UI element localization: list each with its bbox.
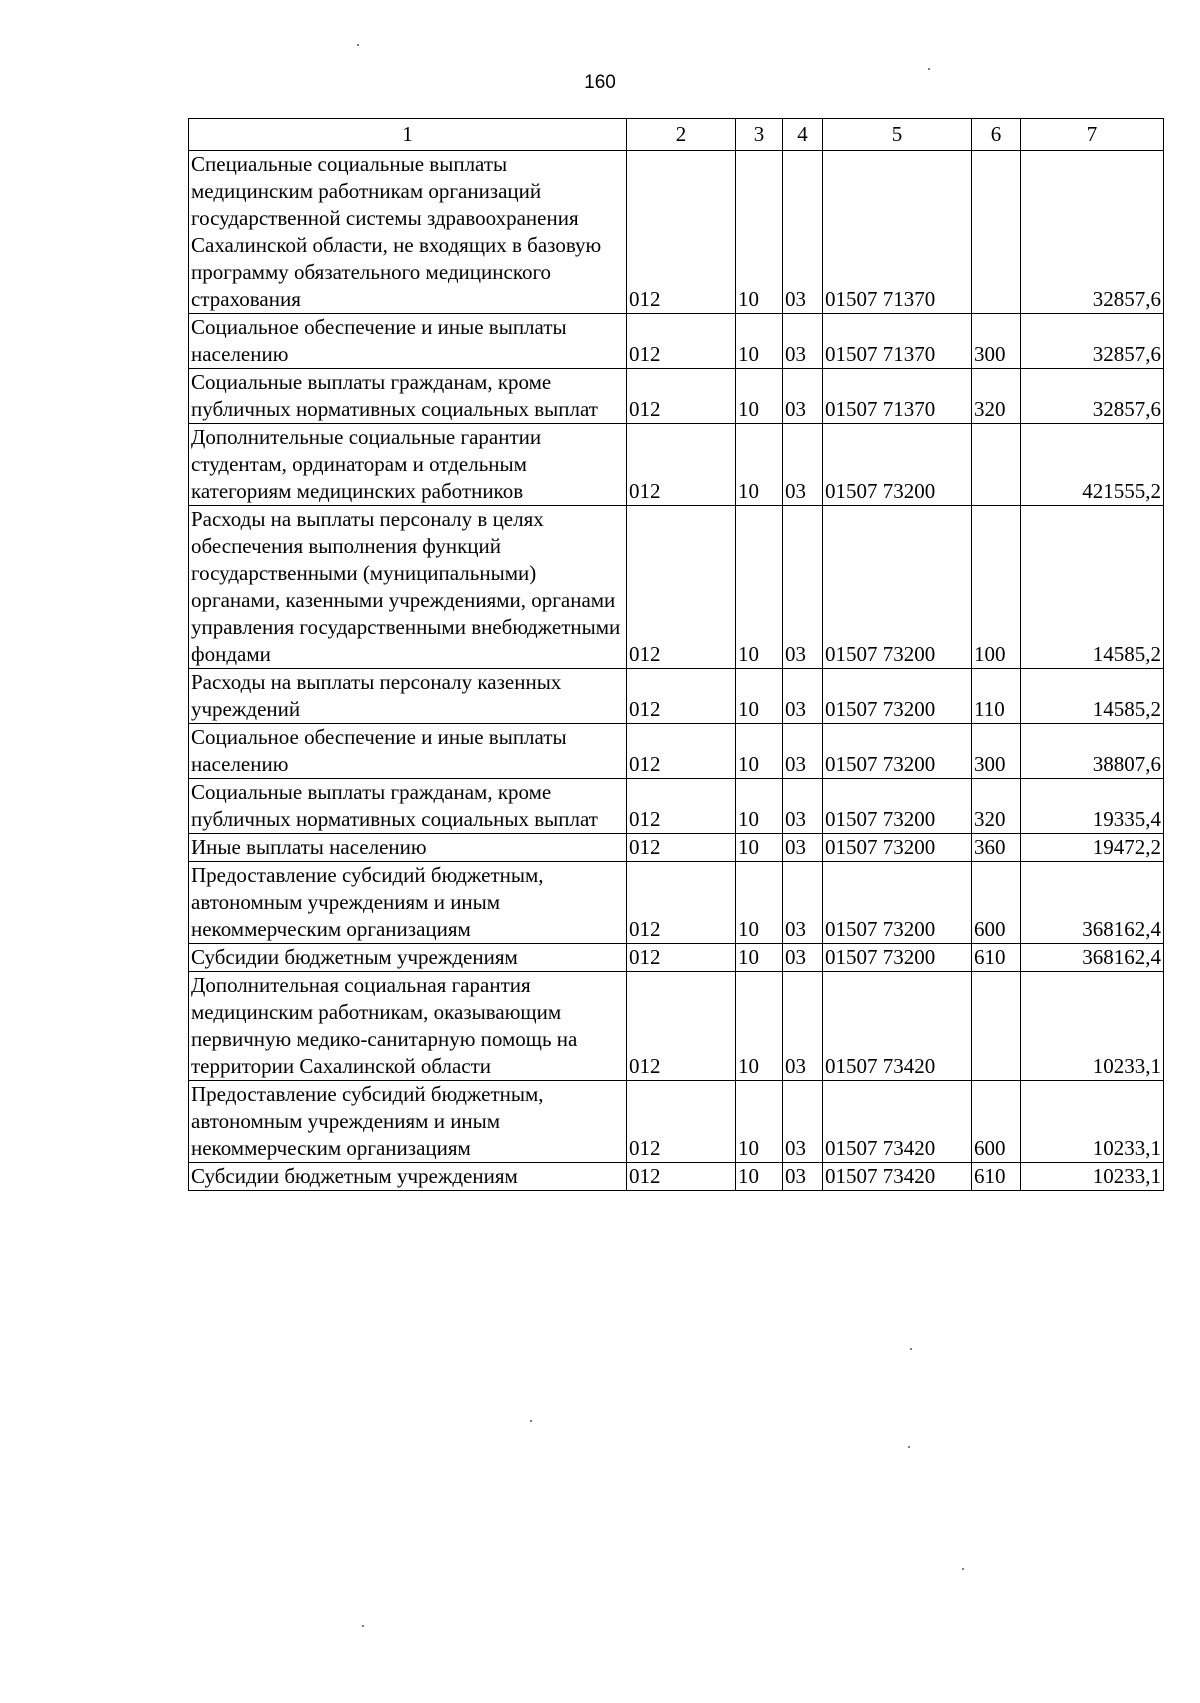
row-c7: 10233,1 xyxy=(1021,1081,1164,1163)
row-c6: 100 xyxy=(972,506,1021,669)
row-c2: 012 xyxy=(627,669,736,724)
row-c5: 01507 73200 xyxy=(823,669,972,724)
column-header-7: 7 xyxy=(1021,119,1164,151)
row-c7: 32857,6 xyxy=(1021,151,1164,314)
row-c7: 421555,2 xyxy=(1021,424,1164,506)
row-c3: 10 xyxy=(736,151,783,314)
scan-speck xyxy=(928,68,930,70)
row-c6: 300 xyxy=(972,314,1021,369)
row-c2: 012 xyxy=(627,834,736,862)
row-c4: 03 xyxy=(783,369,823,424)
table-row xyxy=(189,1163,1164,1191)
row-c3: 10 xyxy=(736,862,783,944)
row-c5: 01507 73200 xyxy=(823,862,972,944)
scan-speck xyxy=(910,1348,912,1350)
row-c2: 012 xyxy=(627,862,736,944)
row-c4: 03 xyxy=(783,669,823,724)
row-c5: 01507 71370 xyxy=(823,369,972,424)
row-c4: 03 xyxy=(783,506,823,669)
row-c4: 03 xyxy=(783,314,823,369)
row-c5: 01507 71370 xyxy=(823,151,972,314)
row-c3: 10 xyxy=(736,1081,783,1163)
scan-speck xyxy=(530,1420,532,1422)
row-c4: 03 xyxy=(783,1081,823,1163)
scan-speck xyxy=(962,1568,964,1570)
row-c5: 01507 73420 xyxy=(823,1081,972,1163)
row-name: Предоставление субсидий бюджетным, автономным учреждениям и иным некоммерческим организациям xyxy=(189,862,627,944)
table-row xyxy=(189,779,1164,834)
table-row xyxy=(189,314,1164,369)
column-header-2: 2 xyxy=(627,119,736,151)
row-c7: 10233,1 xyxy=(1021,972,1164,1081)
scan-speck xyxy=(362,1625,364,1627)
scan-speck xyxy=(908,1446,910,1448)
row-c5: 01507 73200 xyxy=(823,724,972,779)
scan-speck xyxy=(357,44,359,46)
row-c5: 01507 73200 xyxy=(823,424,972,506)
row-c2: 012 xyxy=(627,506,736,669)
row-c2: 012 xyxy=(627,944,736,972)
header-row xyxy=(189,119,1164,151)
row-c4: 03 xyxy=(783,862,823,944)
row-c3: 10 xyxy=(736,779,783,834)
row-c7: 368162,4 xyxy=(1021,862,1164,944)
row-name: Иные выплаты населению xyxy=(189,834,627,862)
row-c6 xyxy=(972,972,1021,1081)
row-c5: 01507 73200 xyxy=(823,834,972,862)
row-c6: 610 xyxy=(972,1163,1021,1191)
row-c3: 10 xyxy=(736,369,783,424)
row-c7: 38807,6 xyxy=(1021,724,1164,779)
row-c6: 320 xyxy=(972,779,1021,834)
row-c4: 03 xyxy=(783,724,823,779)
row-c4: 03 xyxy=(783,972,823,1081)
row-name: Дополнительные социальные гарантии студентам, ординаторам и отдельным категориям медицинских работников xyxy=(189,424,627,506)
table-row xyxy=(189,1081,1164,1163)
row-name: Специальные социальные выплаты медицинским работникам организаций государственной системы здравоохранения Сахалинской области, не входящих в базовую программу обязательного медицинского страхования xyxy=(189,151,627,314)
row-name: Социальное обеспечение и иные выплаты населению xyxy=(189,724,627,779)
row-c7: 32857,6 xyxy=(1021,314,1164,369)
row-c6: 600 xyxy=(972,1081,1021,1163)
row-c5: 01507 73420 xyxy=(823,972,972,1081)
row-c2: 012 xyxy=(627,424,736,506)
row-c5: 01507 71370 xyxy=(823,314,972,369)
row-name: Расходы на выплаты персоналу казенных учреждений xyxy=(189,669,627,724)
column-header-5: 5 xyxy=(823,119,972,151)
row-c3: 10 xyxy=(736,724,783,779)
table-row xyxy=(189,972,1164,1081)
row-c2: 012 xyxy=(627,1163,736,1191)
row-c2: 012 xyxy=(627,724,736,779)
row-c3: 10 xyxy=(736,669,783,724)
row-c5: 01507 73200 xyxy=(823,506,972,669)
row-c2: 012 xyxy=(627,779,736,834)
row-c4: 03 xyxy=(783,944,823,972)
row-name: Предоставление субсидий бюджетным, автономным учреждениям и иным некоммерческим организациям xyxy=(189,1081,627,1163)
row-c3: 10 xyxy=(736,424,783,506)
row-c6: 610 xyxy=(972,944,1021,972)
row-c7: 10233,1 xyxy=(1021,1163,1164,1191)
row-c7: 368162,4 xyxy=(1021,944,1164,972)
table-row xyxy=(189,834,1164,862)
table-row xyxy=(189,669,1164,724)
row-c3: 10 xyxy=(736,1163,783,1191)
row-c4: 03 xyxy=(783,424,823,506)
row-c5: 01507 73200 xyxy=(823,779,972,834)
row-name: Субсидии бюджетным учреждениям xyxy=(189,1163,627,1191)
row-c2: 012 xyxy=(627,1081,736,1163)
row-c5: 01507 73420 xyxy=(823,1163,972,1191)
page-number: 160 xyxy=(584,72,616,93)
row-c6: 360 xyxy=(972,834,1021,862)
row-c7: 19335,4 xyxy=(1021,779,1164,834)
table-row xyxy=(189,506,1164,669)
row-c4: 03 xyxy=(783,779,823,834)
table-row xyxy=(189,424,1164,506)
row-c3: 10 xyxy=(736,314,783,369)
row-c7: 14585,2 xyxy=(1021,669,1164,724)
row-c4: 03 xyxy=(783,1163,823,1191)
row-c7: 32857,6 xyxy=(1021,369,1164,424)
table-row xyxy=(189,724,1164,779)
row-c2: 012 xyxy=(627,369,736,424)
row-c6: 320 xyxy=(972,369,1021,424)
table-row xyxy=(189,369,1164,424)
row-c2: 012 xyxy=(627,314,736,369)
row-c6: 110 xyxy=(972,669,1021,724)
row-c7: 19472,2 xyxy=(1021,834,1164,862)
row-c6 xyxy=(972,151,1021,314)
row-c6: 600 xyxy=(972,862,1021,944)
row-c3: 10 xyxy=(736,972,783,1081)
row-c4: 03 xyxy=(783,834,823,862)
row-c4: 03 xyxy=(783,151,823,314)
row-name: Дополнительная социальная гарантия медицинским работникам, оказывающим первичную медико-санитарную помощь на территории Сахалинской области xyxy=(189,972,627,1081)
row-c6 xyxy=(972,424,1021,506)
table-row xyxy=(189,944,1164,972)
budget-table xyxy=(188,118,1164,1191)
column-header-6: 6 xyxy=(972,119,1021,151)
table-row xyxy=(189,151,1164,314)
row-c5: 01507 73200 xyxy=(823,944,972,972)
row-c3: 10 xyxy=(736,506,783,669)
row-name: Социальные выплаты гражданам, кроме публичных нормативных социальных выплат xyxy=(189,369,627,424)
row-c2: 012 xyxy=(627,972,736,1081)
table-row xyxy=(189,862,1164,944)
row-c2: 012 xyxy=(627,151,736,314)
row-name: Расходы на выплаты персоналу в целях обеспечения выполнения функций государственными (муниципальными) органами, казенными учреждениями, органами управления государственными внебюджетными фондами xyxy=(189,506,627,669)
column-header-1: 1 xyxy=(189,119,627,151)
row-c6: 300 xyxy=(972,724,1021,779)
column-header-4: 4 xyxy=(783,119,823,151)
column-header-3: 3 xyxy=(736,119,783,151)
row-c7: 14585,2 xyxy=(1021,506,1164,669)
row-name: Социальное обеспечение и иные выплаты населению xyxy=(189,314,627,369)
row-c3: 10 xyxy=(736,834,783,862)
row-name: Социальные выплаты гражданам, кроме публичных нормативных социальных выплат xyxy=(189,779,627,834)
row-c3: 10 xyxy=(736,944,783,972)
row-name: Субсидии бюджетным учреждениям xyxy=(189,944,627,972)
